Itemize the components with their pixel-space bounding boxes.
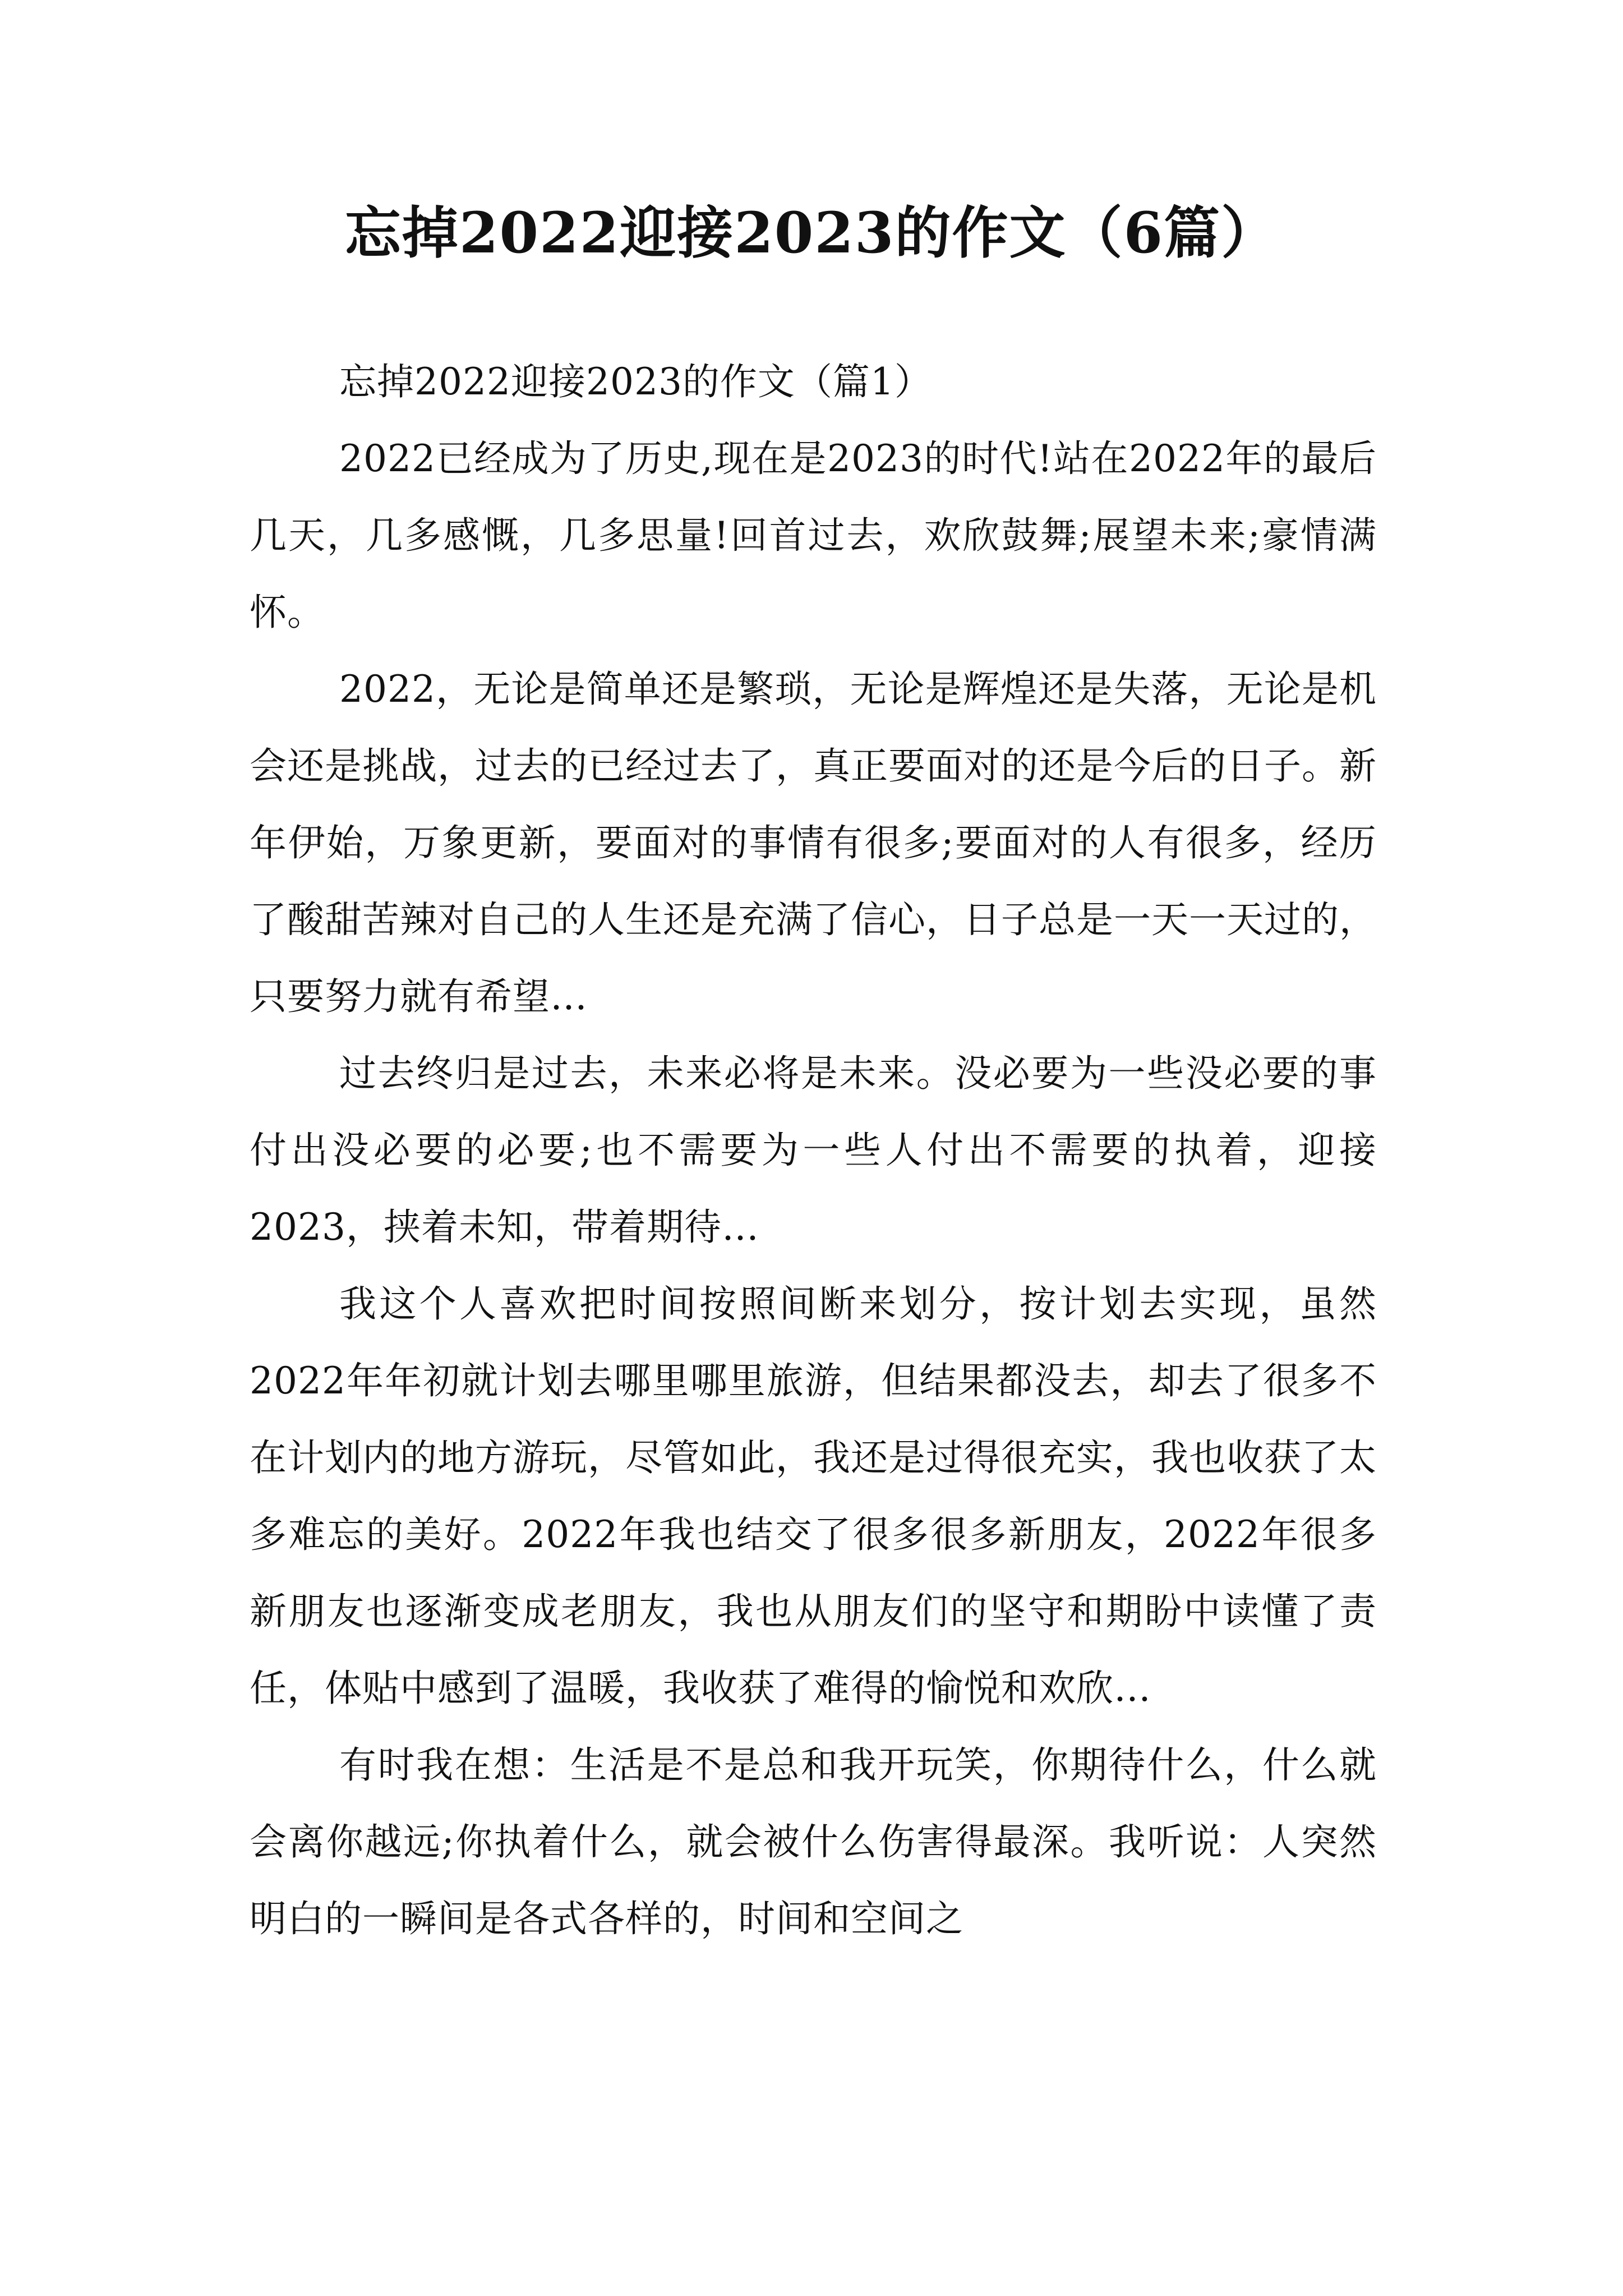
paragraph-1: 2022已经成为了历史,现在是2023的时代!站在2022年的最后几天，几多感慨，几多思量!回首过去，欢欣鼓舞;展望未来;豪情满怀。 — [250, 437, 1377, 634]
paragraph-3: 过去终归是过去，未来必将是未来。没必要为一些没必要的事付出没必要的必要;也不需要为一些人付出不需要的执着，迎接2023，挟着未知，带着期待… — [250, 1052, 1377, 1249]
paragraph-4: 我这个人喜欢把时间按照间断来划分，按计划去实现，虽然2022年年初就计划去哪里哪里旅游，但结果都没去，却去了很多不在计划内的地方游玩，尽管如此，我还是过得很充实，我也收获了太多难忘的美好。2022年我也结交了很多很多新朋友，2022年很多新朋友也逐渐变成老朋友，我也从朋友们的坚守和期盼中读懂了责任，体贴中感到了温暖，我收获了难得的愉悦和欢欣… — [250, 1282, 1377, 1710]
paragraph-2: 2022，无论是简单还是繁琐，无论是辉煌还是失落，无论是机会还是挑战，过去的已经过去了，真正要面对的还是今后的日子。新年伊始，万象更新，要面对的事情有很多;要面对的人有很多，经历了酸甜苦辣对自己的人生还是充满了信心，日子总是一天一天过的，只要努力就有希望… — [250, 668, 1377, 1018]
section-heading: 忘掉2022迎接2023的作文（篇1） — [339, 360, 932, 403]
document-body — [250, 343, 1377, 1957]
paragraph-5: 有时我在想：生活是不是总和我开玩笑，你期待什么，什么就会离你越远;你执着什么，就会被什么伤害得最深。我听说：人突然明白的一瞬间是各式各样的，时间和空间之 — [250, 1743, 1377, 1940]
document-title: 忘掉2022迎接2023的作文（6篇） — [344, 200, 1279, 266]
